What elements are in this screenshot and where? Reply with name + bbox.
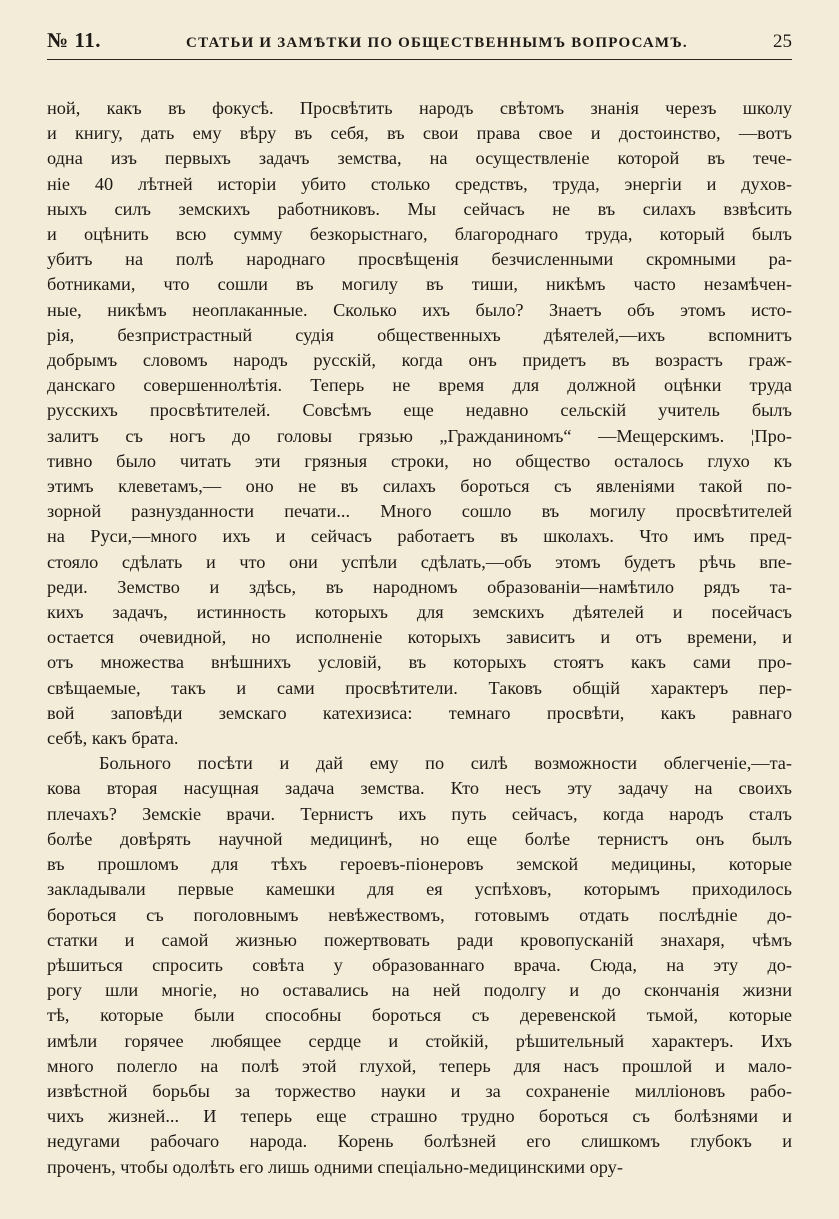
- issue-number: № 11.: [47, 28, 101, 52]
- text-line: много полегло на полѣ этой глухой, теперь для насъ прошлой и мало-: [47, 1055, 792, 1076]
- text-line: реди. Земство и здѣсь, въ народномъ образованіи—намѣтило рядъ та-: [47, 576, 792, 597]
- text-line: рогу шли многіе, но оставались на ней подолгу и до скончанія жизни: [47, 980, 792, 1001]
- running-header: [47, 28, 792, 60]
- page-number: 25: [772, 31, 792, 52]
- running-title: СТАТЬИ И ЗАМѢТКИ ПО ОБЩЕСТВЕННЫМЪ ВОПРОСАМЪ.: [186, 35, 688, 51]
- text-line: залитъ съ ногъ до головы грязью „Гражданиномъ“ —Мещерскимъ. ¦Про-: [47, 425, 792, 446]
- text-line: на Руси,—много ихъ и сейчасъ работаетъ въ школахъ. Что имъ пред-: [47, 526, 792, 547]
- text-line: ныхъ силъ земскихъ работниковъ. Мы сейчасъ не въ силахъ взвѣсить: [47, 198, 792, 219]
- text-line: плечахъ? Земскіе врачи. Тернистъ ихъ путь сейчасъ, когда народъ сталъ: [47, 803, 792, 824]
- text-line: отъ множества внѣшнихъ условій, въ которыхъ стоятъ какъ сами про-: [47, 652, 792, 673]
- text-line: русскихъ просвѣтителей. Совсѣмъ еще недавно сельскій учитель былъ: [47, 400, 792, 421]
- text-line: закладывали первые камешки для ея успѣховъ, которымъ приходилось: [47, 879, 792, 900]
- text-line: рія, безпристрастный судія общественныхъ дѣятелей,—ихъ вспомнитъ: [47, 324, 792, 345]
- text-line: тѣ, которые были способны бороться съ деревенской тьмой, которые: [47, 1005, 792, 1026]
- text-line: кихъ задачъ, истинность которыхъ для земскихъ дѣятелей и посейчасъ: [47, 602, 792, 623]
- text-line: недугами рабочаго народа. Корень болѣзней его слишкомъ глубокъ и: [47, 1131, 792, 1152]
- text-line: зорной разнузданности печати... Много сошло въ могилу просвѣтителей: [47, 501, 792, 522]
- text-line: проченъ, чтобы одолѣть его лишь одними спеціально-медицинскими ору-: [47, 1156, 623, 1177]
- text-line: и книгу, дать ему вѣру въ себя, въ свои права свое и достоинство, —вотъ: [47, 123, 792, 144]
- text-line: ботниками, что сошли въ могилу въ тиши, никѣмъ часто незамѣчен-: [47, 274, 792, 295]
- text-line: остается очевидной, но исполненіе которыхъ зависитъ и отъ времени, и: [47, 627, 792, 648]
- text-line: данскаго совершеннолѣтія. Теперь не время для должной оцѣнки труда: [47, 375, 792, 396]
- text-line: имѣли горячее любящее сердце и стойкій, рѣшительный характеръ. Ихъ: [47, 1030, 792, 1051]
- text-line: добрымъ словомъ народъ русскій, когда онъ придетъ въ возрастъ граж-: [47, 350, 792, 371]
- text-line: статки и самой жизнью пожертвовать ради кровопусканій знахаря, чѣмъ: [47, 929, 792, 950]
- text-line: бороться съ поголовнымъ невѣжествомъ, готовымъ отдать послѣдніе до-: [47, 904, 792, 925]
- text-line: этимъ клеветамъ,— оно не въ силахъ бороться съ явленіями такой по-: [47, 476, 792, 497]
- text-line: одна изъ первыхъ задачъ земства, на осуществленіе которой въ тече-: [47, 148, 792, 169]
- text-line: убитъ на полѣ народнаго просвѣщенія безчисленными скромными ра-: [47, 249, 792, 270]
- text-line: ніе 40 лѣтней исторіи убито столько средствъ, труда, энергіи и духов-: [47, 173, 792, 194]
- text-line: извѣстной борьбы за торжество науки и за сохраненіе милліоновъ рабо-: [47, 1080, 792, 1101]
- paragraph: [47, 96, 792, 751]
- paragraph: [47, 751, 792, 1179]
- text-line: тивно было читать эти грязныя строки, но общество осталось глухо къ: [47, 450, 792, 471]
- text-line: кова вторая насущная задача земства. Кто несъ эту задачу на своихъ: [47, 778, 792, 799]
- text-line: вой заповѣди земскаго катехизиса: темнаго просвѣти, какъ равнаго: [47, 702, 792, 723]
- text-line: чихъ жизней... И теперь еще страшно трудно бороться съ болѣзнями и: [47, 1106, 792, 1127]
- text-line: стояло сдѣлать и что они успѣли сдѣлать,—объ этомъ будетъ рѣчь впе-: [47, 551, 792, 572]
- text-line: Больного посѣти и дай ему по силѣ возможности облегченіе,—та-: [99, 753, 792, 774]
- text-line: рѣшиться спросить совѣта у образованнаго врача. Сюда, на эту до-: [47, 954, 792, 975]
- text-line: болѣе довѣрять научной медицинѣ, но еще болѣе тернистъ онъ былъ: [47, 828, 792, 849]
- text-line: въ прошломъ для тѣхъ героевъ-піонеровъ земской медицины, которые: [47, 854, 792, 875]
- text-line: ной, какъ въ фокусѣ. Просвѣтить народъ свѣтомъ знанія черезъ школу: [47, 98, 792, 118]
- text-line: свѣщаемые, такъ и сами просвѣтители. Таковъ общій характеръ пер-: [47, 677, 792, 698]
- text-line: ные, никѣмъ неоплаканные. Сколько ихъ было? Знаетъ объ этомъ исто-: [47, 299, 792, 320]
- text-line: и оцѣнить всю сумму безкорыстнаго, благороднаго труда, который былъ: [47, 224, 792, 245]
- text-line: себѣ, какъ брата.: [47, 728, 179, 749]
- article-body: [47, 96, 792, 1180]
